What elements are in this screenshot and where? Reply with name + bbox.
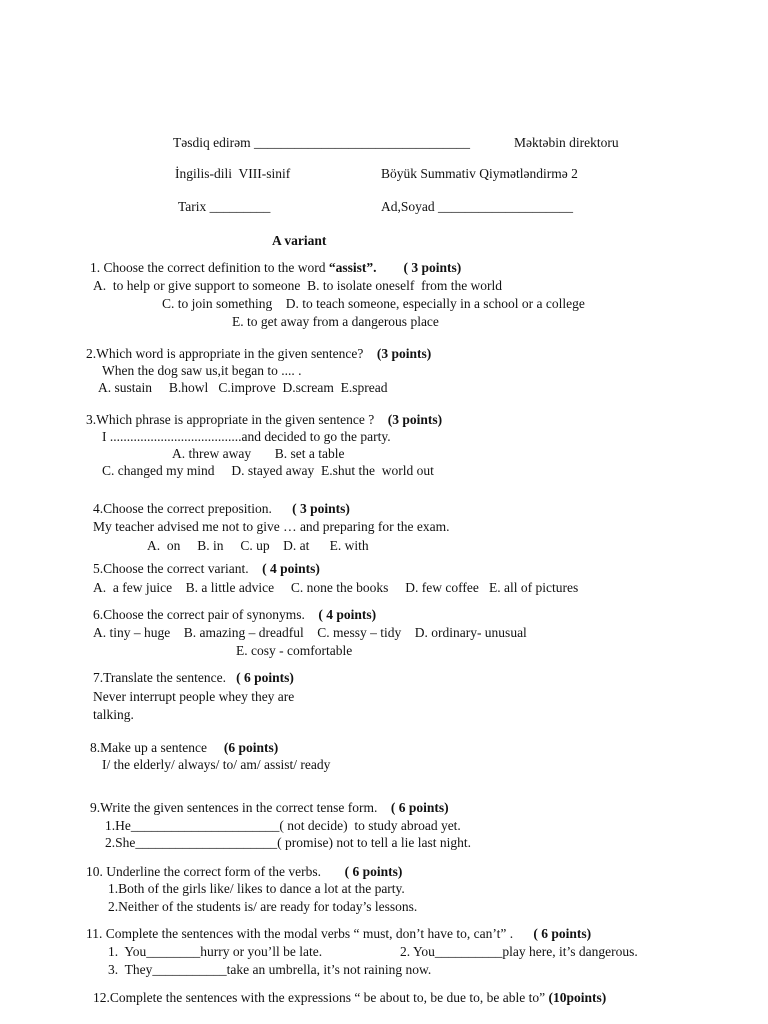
question-1-text: 1. Choose the correct definition to the word [90, 260, 329, 275]
question-7-sentence-1: Never interrupt people whey they are [93, 689, 295, 704]
assessment-title: Böyük Summativ Qiymətləndirmə 2 [381, 166, 578, 181]
question-4-sentence: My teacher advised me not to give … and preparing for the exam. [93, 519, 450, 534]
question-10 [86, 864, 402, 880]
question-3-options-2: C. changed my mind D. stayed away E.shut the world out [102, 463, 434, 478]
question-4 [93, 501, 350, 517]
question-11-item-1: 1. You________hurry or you’ll be late. [108, 944, 323, 959]
question-2-text: 2.Which word is appropriate in the given sentence? [86, 346, 364, 361]
question-8-text: 8.Make up a sentence [90, 740, 207, 755]
question-1-points: ( 3 points) [403, 260, 462, 275]
question-5-text: 5.Choose the correct variant. [93, 561, 249, 576]
question-5-points: ( 4 points) [262, 561, 320, 576]
question-1-options-1: A. to help or give support to someone B. to isolate oneself from the world [93, 278, 503, 293]
question-12 [93, 990, 606, 1006]
variant-title: A variant [272, 233, 327, 248]
question-10-points: ( 6 points) [344, 864, 403, 879]
question-3-points: (3 points) [387, 412, 443, 427]
question-3-sentence: I .......................................and decided to go the party. [102, 429, 391, 444]
question-11 [86, 926, 591, 942]
question-9-item-1: 1.He______________________( not decide) to study abroad yet. [105, 818, 461, 833]
question-2 [86, 346, 431, 362]
question-6-options-1: A. tiny – huge B. amazing – dreadful C. messy – tidy D. ordinary- unusual [93, 625, 527, 640]
question-12-points: (10points) [548, 990, 607, 1005]
question-3-text: 3.Which phrase is appropriate in the given sentence ? [86, 412, 375, 427]
question-6-points: ( 4 points) [318, 607, 377, 622]
question-11-item-3: 3. They___________take an umbrella, it’s not raining now. [108, 962, 432, 977]
question-11-item-2: 2. You__________play here, it’s dangerous. [400, 944, 638, 959]
question-1 [90, 260, 461, 276]
question-12-text: 12.Complete the sentences with the expressions “ be about to, be due to, be able to” [93, 990, 546, 1005]
director-label: Məktəbin direktoru [514, 135, 619, 150]
date-field: Tarix _________ [178, 199, 271, 214]
question-9 [90, 800, 449, 816]
question-4-options: A. on B. in C. up D. at E. with [147, 538, 369, 553]
question-11-points: ( 6 points) [533, 926, 592, 941]
question-7-sentence-2: talking. [93, 707, 134, 722]
question-6-text: 6.Choose the correct pair of synonyms. [93, 607, 305, 622]
question-1-word: “assist”. [328, 260, 377, 275]
question-7 [93, 670, 294, 686]
question-7-points: ( 6 points) [236, 670, 294, 685]
question-10-text: 10. Underline the correct form of the verbs. [86, 864, 322, 879]
question-1-options-3: E. to get away from a dangerous place [232, 314, 439, 329]
question-3-options-1: A. threw away B. set a table [172, 446, 345, 461]
question-3 [86, 412, 442, 428]
question-2-sentence: When the dog saw us,it began to .... . [102, 363, 302, 378]
question-11-text: 11. Complete the sentences with the modal verbs “ must, don’t have to, can’t” . [86, 926, 514, 941]
question-8 [90, 740, 278, 756]
question-9-item-2: 2.She_____________________( promise) not to tell a lie last night. [105, 835, 471, 850]
question-10-item-1: 1.Both of the girls like/ likes to dance a lot at the party. [108, 881, 405, 896]
question-5-options: A. a few juice B. a little advice C. none the books D. few coffee E. all of pictures [93, 580, 579, 595]
question-4-text: 4.Choose the correct preposition. [93, 501, 272, 516]
question-2-options: A. sustain B.howl C.improve D.scream E.spread [98, 380, 388, 395]
question-9-points: ( 6 points) [390, 800, 449, 815]
question-5 [93, 561, 320, 577]
question-6-options-2: E. cosy - comfortable [236, 643, 353, 658]
question-6 [93, 607, 376, 623]
question-10-item-2: 2.Neither of the students is/ are ready for today’s lessons. [108, 899, 418, 914]
question-8-points: (6 points) [223, 740, 279, 755]
question-4-points: ( 3 points) [292, 501, 350, 516]
question-9-text: 9.Write the given sentences in the correct tense form. [90, 800, 378, 815]
question-8-words: I/ the elderly/ always/ to/ am/ assist/ ready [102, 757, 331, 772]
question-2-points: (3 points) [376, 346, 432, 361]
question-1-options-2: C. to join something D. to teach someone, especially in a school or a college [162, 296, 585, 311]
approval-line: Təsdiq edirəm ________________________________ [173, 135, 470, 150]
question-7-text: 7.Translate the sentence. [93, 670, 226, 685]
name-field: Ad,Soyad ____________________ [381, 199, 573, 214]
subject-label: İngilis-dili VIII-sinif [175, 166, 291, 181]
